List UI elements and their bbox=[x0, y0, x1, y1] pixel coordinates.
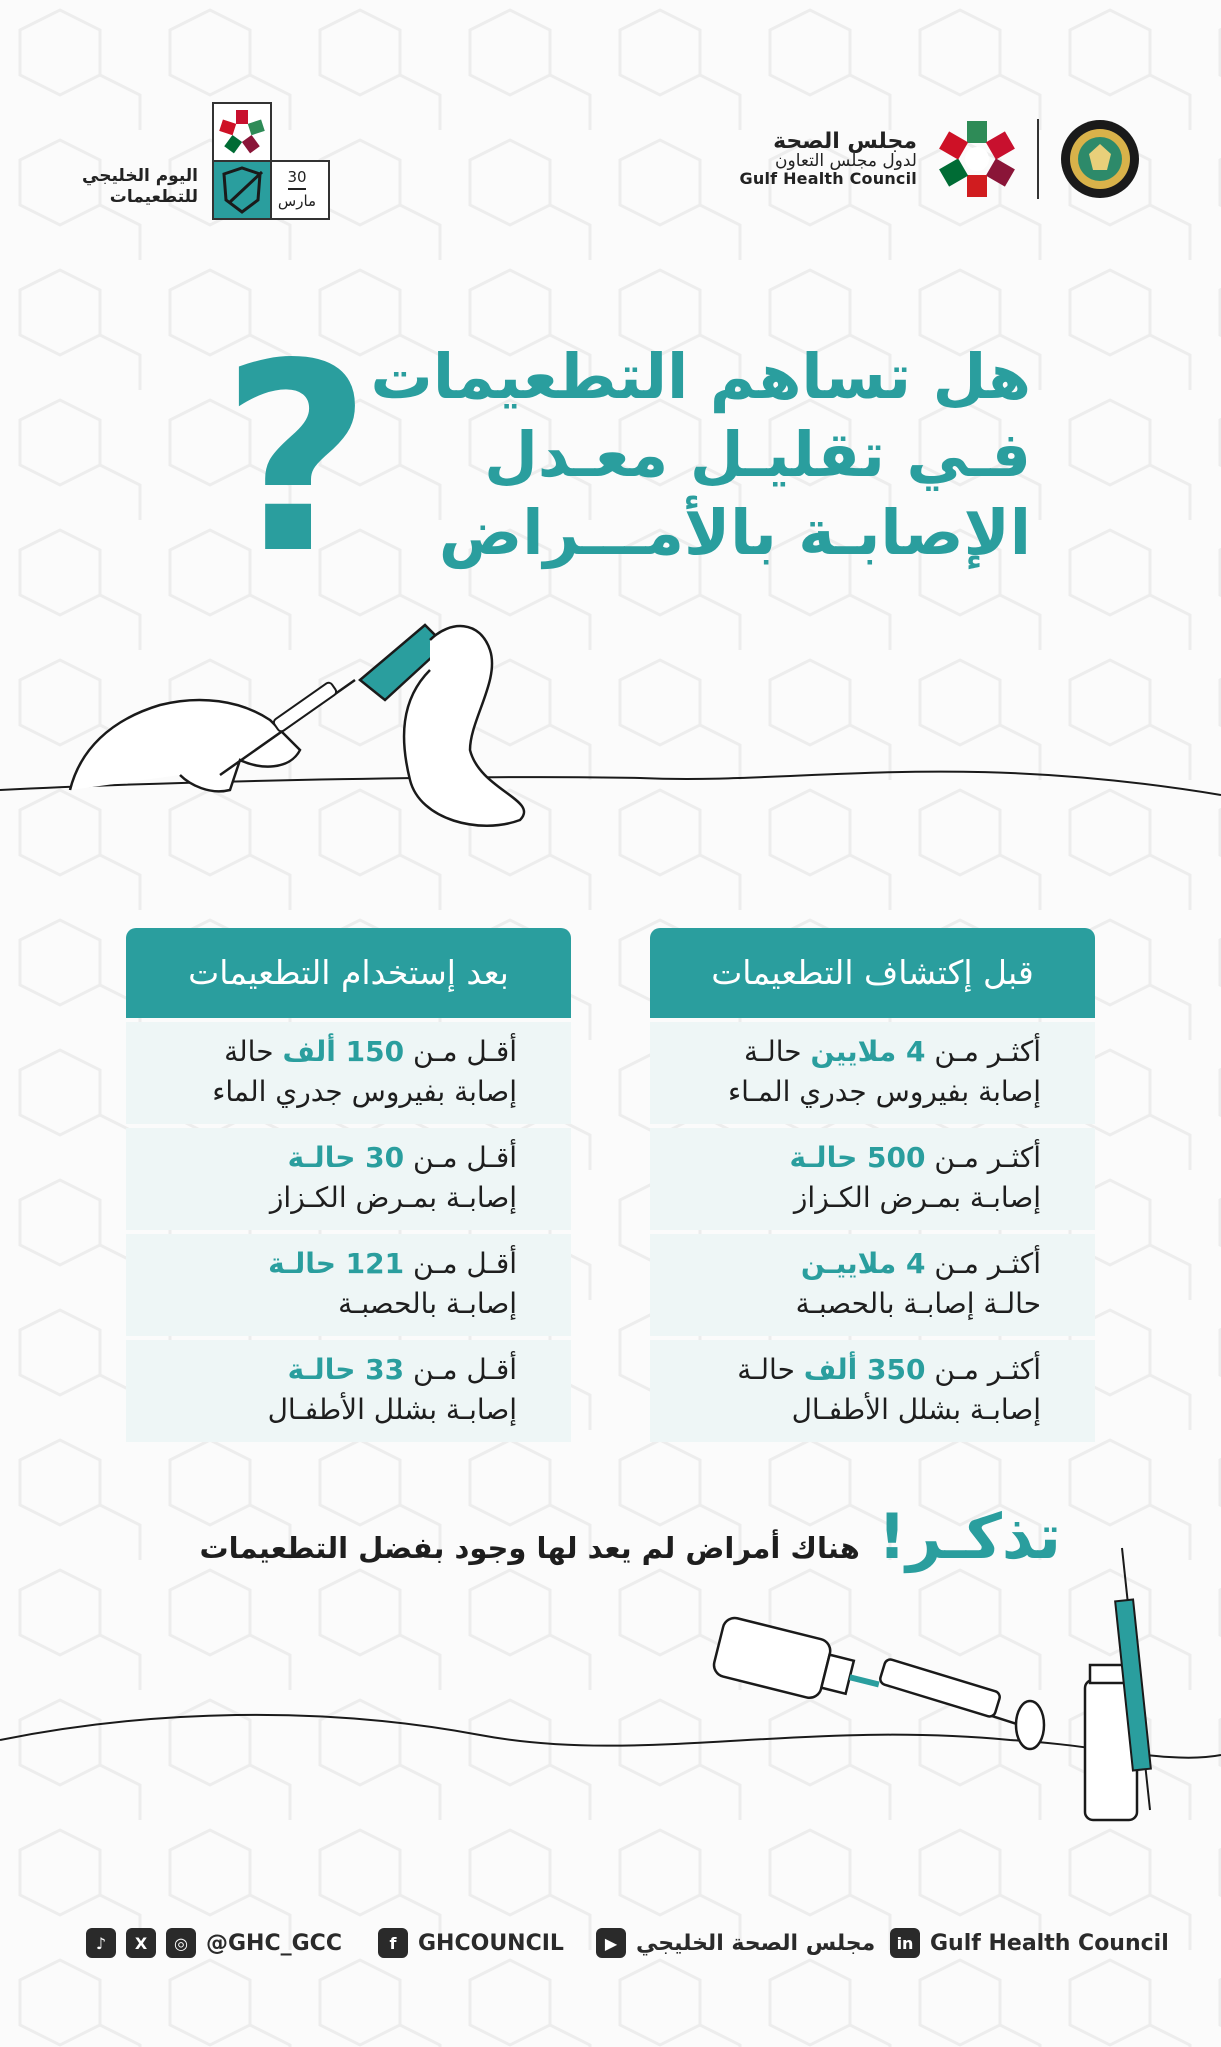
linkedin-icon: in bbox=[890, 1928, 920, 1958]
before-row-2-disease: إصابـة بمـرض الكـزاز bbox=[793, 1181, 1041, 1214]
facebook-icon: f bbox=[378, 1928, 408, 1958]
before-header: قبل إكتشاف التطعيمات bbox=[650, 928, 1095, 1018]
remember-word: تذكـر! bbox=[877, 1500, 1061, 1573]
footer-social bbox=[0, 1928, 1221, 1974]
remember-text: هناك أمراض لم يعد لها وجود بفضل التطعيمات bbox=[199, 1531, 860, 1565]
instagram-icon[interactable]: ◎ bbox=[166, 1928, 196, 1958]
after-row-4-value: 33 حالـة bbox=[287, 1353, 405, 1386]
before-row-1-disease: إصابة بفيروس جدري المـاء bbox=[728, 1075, 1041, 1108]
council-sub-ar: لدول مجلس التعاون bbox=[775, 151, 917, 172]
before-row bbox=[650, 1340, 1095, 1442]
after-row bbox=[126, 1340, 571, 1442]
title-line-1: هل تساهم التطعيمات bbox=[370, 340, 1031, 413]
before-row-1-a: أكثـر مـن bbox=[925, 1035, 1041, 1068]
after-row bbox=[126, 1022, 571, 1124]
after-row-1-disease: إصابة بفيروس جدري الماء bbox=[212, 1075, 517, 1108]
date-month: مارس bbox=[277, 192, 317, 210]
before-row-2-value: 500 حالـة bbox=[789, 1141, 926, 1174]
youtube-handle: مجلس الصحة الخليجي bbox=[636, 1930, 876, 1956]
before-row-4-disease: إصابـة بشلل الأطفـال bbox=[791, 1393, 1041, 1426]
main-title bbox=[370, 338, 1031, 572]
after-row-1-c: حالة bbox=[224, 1035, 283, 1068]
council-name-en: Gulf Health Council bbox=[739, 169, 917, 189]
after-row-1-value: 150 ألف bbox=[282, 1035, 405, 1068]
vial-syringe-illustration bbox=[0, 1540, 1221, 1870]
after-row-3-a: أقـل مـن bbox=[404, 1247, 517, 1280]
after-row bbox=[126, 1234, 571, 1336]
after-row-2-a: أقـل مـن bbox=[404, 1141, 517, 1174]
date-divider bbox=[288, 188, 306, 190]
linkedin-link[interactable] bbox=[890, 1928, 1169, 1958]
after-vaccines-column bbox=[126, 928, 571, 1442]
social-handle[interactable]: @GHC_GCC bbox=[206, 1930, 342, 1956]
before-row bbox=[650, 1128, 1095, 1230]
before-row-4-a: أكثـر مـن bbox=[925, 1353, 1041, 1386]
after-header: بعد إستخدام التطعيمات bbox=[126, 928, 571, 1018]
after-row-3-value: 121 حالـة bbox=[268, 1247, 405, 1280]
facebook-link[interactable] bbox=[378, 1928, 564, 1958]
vaccination-day-line2: للتطعيمات bbox=[109, 187, 198, 208]
hands-syringe-illustration bbox=[0, 600, 1221, 860]
before-row-2-a: أكثـر مـن bbox=[925, 1141, 1041, 1174]
after-row-3-disease: إصابـة بالحصبـة bbox=[338, 1287, 517, 1320]
before-row-3-disease: حالـة إصابـة بالحصبـة bbox=[795, 1287, 1041, 1320]
date-day: 30 bbox=[287, 168, 307, 186]
council-name-ar: مجلس الصحة bbox=[773, 129, 917, 155]
before-row bbox=[650, 1234, 1095, 1336]
title-line-3: الإصابـة بالأمـــراض bbox=[438, 496, 1031, 569]
after-row-1-a: أقـل مـن bbox=[404, 1035, 517, 1068]
before-row-4-c: حالـة bbox=[737, 1353, 804, 1386]
facebook-handle: GHCOUNCIL bbox=[418, 1930, 564, 1956]
after-row-4-a: أقـل مـن bbox=[404, 1353, 517, 1386]
tiktok-icon[interactable]: ♪ bbox=[86, 1928, 116, 1958]
linkedin-handle: Gulf Health Council bbox=[930, 1930, 1169, 1956]
before-row-3-value: 4 ملاييـن bbox=[800, 1247, 926, 1280]
x-icon[interactable]: X bbox=[126, 1928, 156, 1958]
after-row bbox=[126, 1128, 571, 1230]
logo-divider bbox=[1037, 119, 1039, 199]
gcc-emblem-icon bbox=[1059, 118, 1141, 200]
before-row-4-value: 350 ألف bbox=[803, 1353, 926, 1386]
gulf-health-council-logo bbox=[740, 118, 1141, 200]
question-mark: ؟ bbox=[222, 309, 373, 611]
after-row-2-value: 30 حالـة bbox=[287, 1141, 405, 1174]
social-handle-group[interactable] bbox=[86, 1928, 342, 1958]
vaccination-day-line1: اليوم الخليجي bbox=[82, 166, 198, 186]
after-row-2-disease: إصابـة بمـرض الكـزاز bbox=[269, 1181, 517, 1214]
title-line-2: فـي تقليـل معـدل bbox=[484, 418, 1031, 491]
youtube-link[interactable] bbox=[596, 1928, 875, 1958]
flags-star-icon bbox=[937, 119, 1017, 199]
before-vaccines-column bbox=[650, 928, 1095, 1442]
youtube-icon: ▶ bbox=[596, 1928, 626, 1958]
after-row-4-disease: إصابـة بشلل الأطفـال bbox=[267, 1393, 517, 1426]
before-row-1-value: 4 ملايين bbox=[810, 1035, 926, 1068]
before-row-3-a: أكثـر مـن bbox=[925, 1247, 1041, 1280]
before-row bbox=[650, 1022, 1095, 1124]
before-row-1-c: حالـة bbox=[744, 1035, 811, 1068]
